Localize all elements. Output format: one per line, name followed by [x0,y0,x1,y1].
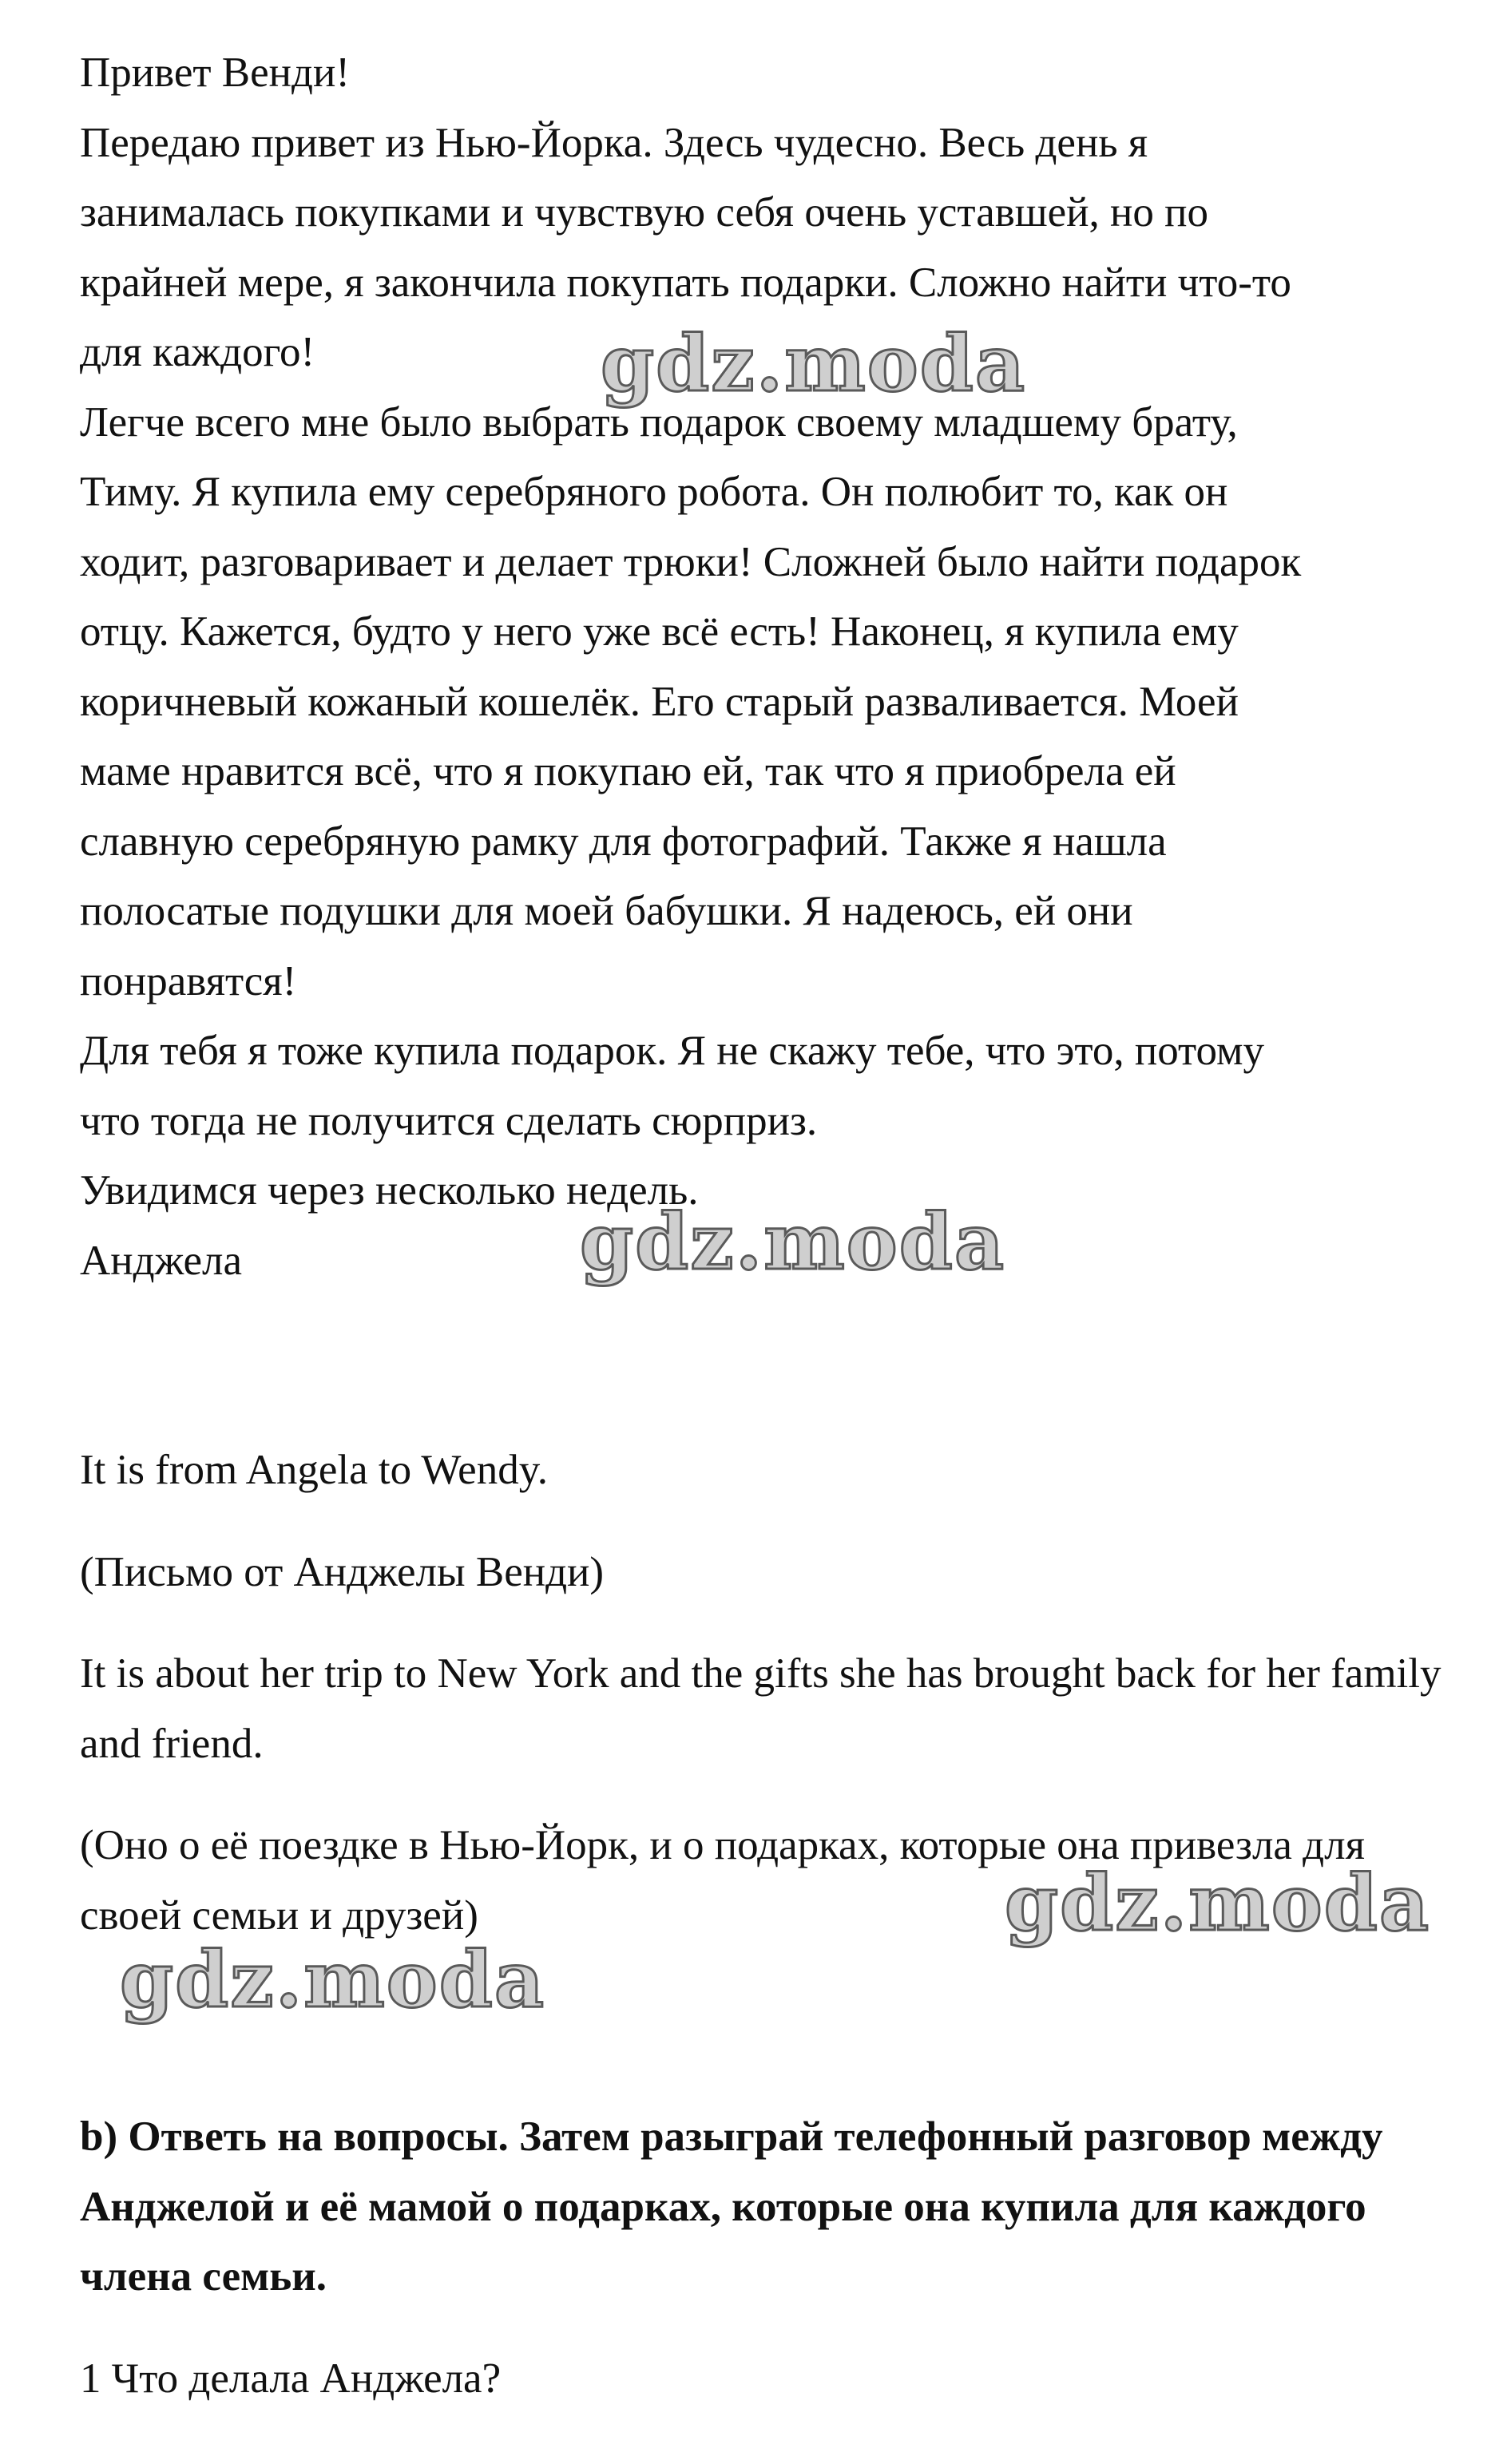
watermark: gdz.moda [601,319,1027,409]
spacer [80,1296,1453,1436]
letter-line: крайней мере, я закончила покупать подарки. Сложно найти что-то [80,259,1291,306]
letter-line: полосатые подушки для моей бабушки. Я надеюсь, ей они [80,888,1133,934]
watermark: gdz.moda [580,1197,1006,1287]
spacer [80,1779,1453,1811]
letter-line: Тиму. Я купила ему серебряного робота. Он полюбит то, как он [80,469,1228,515]
letter-line: Привет Венди! [80,50,351,96]
answer-2-russian: (Оно о её поездке в Нью-Йорк, и о подарках, которые она привезла для своей семьи и друзей) [80,1822,1365,1939]
letter-line: занималась покупками и чувствую себя очень уставшей, но по [80,189,1208,236]
answer-1-russian: (Письмо от Анджелы Венди) [80,1548,605,1595]
letter-line: Легче всего мне было выбрать подарок своему младшему брату, [80,398,1238,446]
letter [80,38,1453,1296]
spacer [80,1607,1453,1639]
letter-line: Для тебя я тоже купила подарок. Я не скажу тебе, что это, потому [80,1028,1264,1074]
letter-line: Увидимся через несколько недель. [80,1167,699,1214]
letter-line: ходит, разговаривает и делает трюки! Сложней было найти подарок [80,538,1302,585]
letter-line: Передаю привет из Нью-Йорка. Здесь чудесно. Весь день я [80,119,1148,166]
task-b-heading: b) Ответь на вопросы. Затем разыграй телефонный разговор между Анджелой и её мамой о подарках, которые она купила для каждого члена семьи. [80,2113,1383,2300]
answer-1-english: It is from Angela to Wendy. [80,1447,549,1493]
letter-line: понравятся! [80,957,297,1004]
spacer [80,1506,1453,1538]
spacer [80,2312,1453,2344]
watermark: gdz.moda [120,1935,546,2025]
question-1: 1 Что делала Анджела? [80,2355,502,2402]
letter-line: коричневый кожаный кошелёк. Его старый разваливается. Моей [80,678,1239,725]
letter-line: маме нравится всё, что я покупаю ей, так что я приобрела ей [80,748,1176,794]
letter-signature: Анджела [80,1237,243,1284]
answer-2-english: It is about her trip to New York and the gifts she has brought back for her family and friend. [80,1650,1442,1767]
letter-line: что тогда не получится сделать сюрприз. [80,1097,818,1144]
watermark: gdz.moda [1005,1858,1431,1948]
letter-line: отцу. Кажется, будто у него уже всё есть! Наконец, я купила ему [80,608,1239,655]
letter-line: для каждого! [80,329,315,375]
letter-line: славную серебряную рамку для фотографий. Также я нашла [80,818,1167,865]
